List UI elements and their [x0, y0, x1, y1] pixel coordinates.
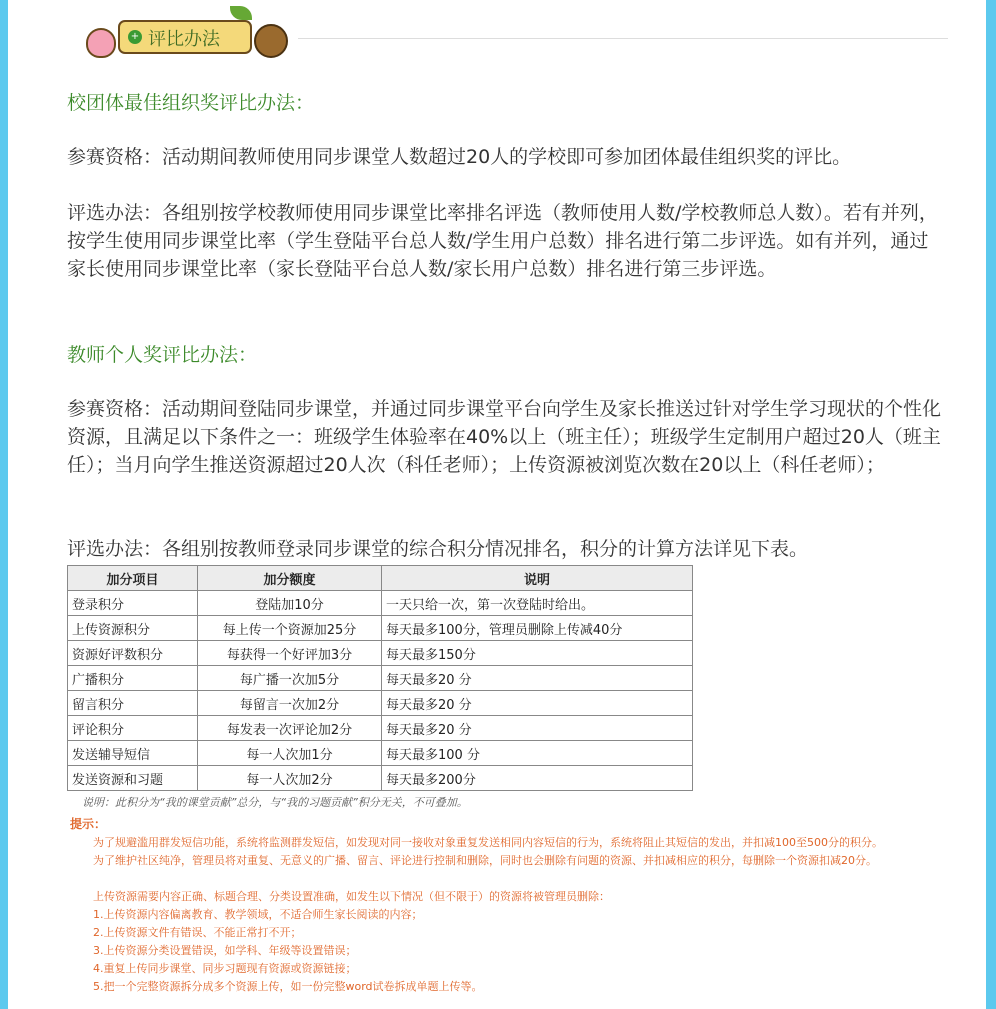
table-cell: 每天最多100分，管理员删除上传减40分: [382, 616, 693, 641]
teacher-award-method: 评选办法：各组别按教师登录同步课堂的综合积分情况排名，积分的计算方法详见下表。: [67, 538, 809, 560]
tip-line: 4.重复上传同步课堂、同步习题现有资源或资源链接；: [93, 962, 357, 975]
tip-line: 5.把一个完整资源拆分成多个资源上传，如一份完整word试卷拆成单题上传等。: [93, 980, 483, 993]
chestnut-mascot-icon: [254, 24, 288, 58]
table-cell: 每获得一个好评加3分: [198, 641, 382, 666]
table-row: [68, 691, 693, 716]
section-title: 评比办法: [148, 29, 220, 50]
tip-line: 2.上传资源文件有错误、不能正常打不开；: [93, 926, 302, 939]
table-cell: 登录积分: [68, 591, 198, 616]
table-cell: 每发表一次评论加2分: [198, 716, 382, 741]
table-header-row: [68, 566, 693, 591]
content-page: [8, 0, 986, 1009]
table-cell: 广播积分: [68, 666, 198, 691]
peach-mascot-icon: [86, 28, 116, 58]
table-cell: 每上传一个资源加25分: [198, 616, 382, 641]
table-row: [68, 591, 693, 616]
team-award-method: 评选办法：各组别按学校教师使用同步课堂比率排名评选（教师使用人数/学校教师总人数）。若有并列，按学生使用同步课堂比率（学生登陆平台总人数/学生用户总数）排名进行第二步评选。如有并列，通过家长使用同步课堂比率（家长登陆平台总人数/家长用户总数）排名进行第三步评选。: [67, 202, 938, 280]
table-cell: 每广播一次加5分: [198, 666, 382, 691]
column-header: 加分额度: [198, 566, 382, 591]
section-header-banner: [80, 6, 290, 62]
table-cell: 每一人次加1分: [198, 741, 382, 766]
leaf-icon: [230, 6, 252, 20]
table-cell: 每留言一次加2分: [198, 691, 382, 716]
table-cell: 每天最多150分: [382, 641, 693, 666]
table-cell: 一天只给一次，第一次登陆时给出。: [382, 591, 693, 616]
team-award-qualification: 参赛资格：活动期间教师使用同步课堂人数超过20人的学校即可参加团体最佳组织奖的评比。: [67, 146, 852, 168]
table-cell: 留言积分: [68, 691, 198, 716]
table-cell: 每天最多20 分: [382, 666, 693, 691]
table-row: [68, 766, 693, 791]
table-cell: 发送辅导短信: [68, 741, 198, 766]
teacher-award-qualification: 参赛资格：活动期间登陆同步课堂，并通过同步课堂平台向学生及家长推送过针对学生学习现状的个性化资源，且满足以下条件之一：班级学生体验率在40%以上（班主任）；班级学生定制用户超过20人（班主任）；当月向学生推送资源超过20人次（科任老师）；上传资源被浏览次数在20以上（科任老师）；: [67, 398, 942, 476]
table-cell: 上传资源积分: [68, 616, 198, 641]
table-row: [68, 616, 693, 641]
table-note: 说明：此积分为“我的课堂贡献”总分，与“我的习题贡献”积分无关，不可叠加。: [82, 796, 468, 809]
tip-line: 1.上传资源内容偏离教育、教学领域，不适合师生家长阅读的内容；: [93, 908, 423, 921]
table-row: [68, 641, 693, 666]
tip-line: 为了规避滥用群发短信功能，系统将监测群发短信，如发现对同一接收对象重复发送相同内容短信的行为，系统将阻止其短信的发出，并扣减100至500分的积分。: [93, 836, 883, 849]
score-table: [67, 565, 693, 791]
table-cell: 资源好评数积分: [68, 641, 198, 666]
header-divider: [298, 38, 948, 39]
table-cell: 发送资源和习题: [68, 766, 198, 791]
plus-circle-icon: +: [128, 30, 142, 44]
table-row: [68, 666, 693, 691]
table-cell: 每天最多20 分: [382, 691, 693, 716]
tip-line: 为了维护社区纯净，管理员将对重复、无意义的广播、留言、评论进行控制和删除，同时也会删除有问题的资源、并扣减相应的积分，每删除一个资源扣减20分。: [93, 854, 877, 867]
wooden-sign: [118, 20, 252, 54]
tips-title: 提示：: [70, 817, 107, 831]
table-cell: 每天最多200分: [382, 766, 693, 791]
table-cell: 每天最多20 分: [382, 716, 693, 741]
tip-line: 3.上传资源分类设置错误，如学科、年级等设置错误；: [93, 944, 357, 957]
table-row: [68, 741, 693, 766]
table-cell: 登陆加10分: [198, 591, 382, 616]
teacher-award-heading: 教师个人奖评比办法：: [67, 344, 258, 366]
table-cell: 评论积分: [68, 716, 198, 741]
table-cell: 每天最多100 分: [382, 741, 693, 766]
team-award-heading: 校团体最佳组织奖评比办法：: [67, 92, 315, 114]
column-header: 加分项目: [68, 566, 198, 591]
column-header: 说明: [382, 566, 693, 591]
table-row: [68, 716, 693, 741]
tip-line: 上传资源需要内容正确、标题合理、分类设置准确，如发生以下情况（但不限于）的资源将被管理员删除：: [93, 890, 610, 903]
table-cell: 每一人次加2分: [198, 766, 382, 791]
